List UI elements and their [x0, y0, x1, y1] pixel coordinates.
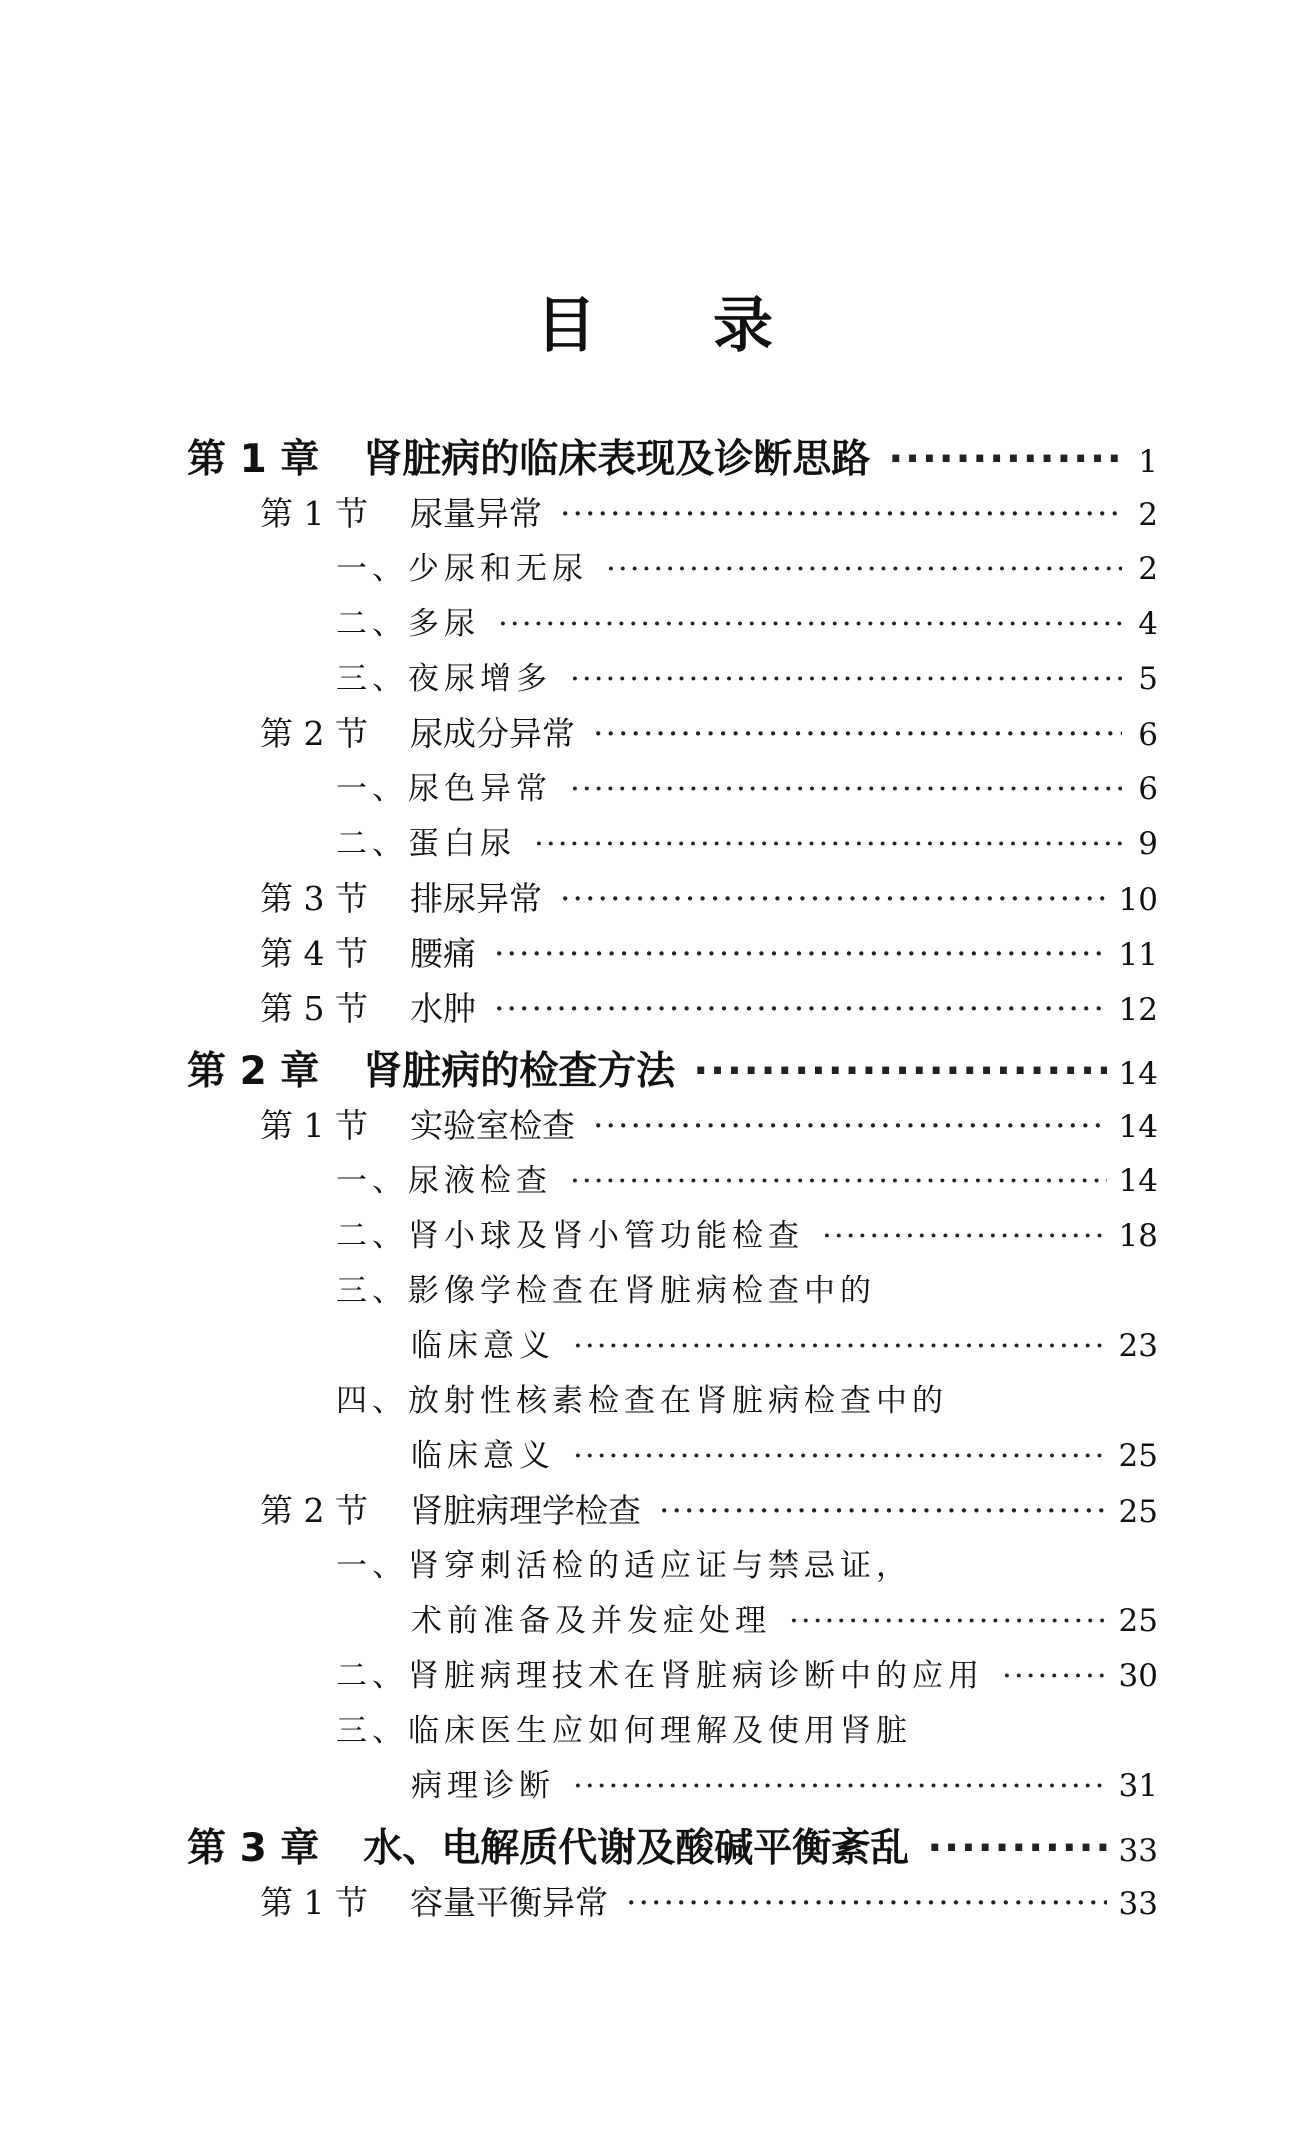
toc-entry-item-continuation[interactable]: [411, 1430, 1158, 1475]
section-number: 第 5 节: [260, 989, 368, 1028]
toc-entry-section[interactable]: [260, 928, 1158, 975]
section-number: 第 2 节: [260, 714, 368, 753]
section-number: 第 1 节: [260, 494, 368, 533]
leader-dots: [593, 1106, 1107, 1145]
leader-dots: [560, 494, 1122, 533]
leader-dots: [822, 1218, 1107, 1254]
chapter-number: 第 1 章: [187, 437, 320, 482]
page-number: 25: [1118, 1603, 1158, 1639]
section-number: 第 2 节: [260, 1491, 368, 1530]
item-title: 病理诊断: [411, 1768, 555, 1804]
item-title: 临床意义: [411, 1438, 555, 1474]
leader-dots: [494, 989, 1107, 1028]
toc-entry-section[interactable]: [260, 1485, 1158, 1532]
page-number: 14: [1118, 1163, 1158, 1199]
toc-entry-section[interactable]: [260, 1877, 1158, 1924]
section-number: 第 1 节: [260, 1106, 368, 1145]
page-number: 1: [1138, 444, 1158, 480]
leader-dots: [593, 714, 1122, 753]
page-number: 10: [1118, 882, 1158, 918]
chapter-title: 肾脏病的临床表现及诊断思路: [363, 437, 871, 482]
toc-entry-item[interactable]: [336, 1375, 1158, 1420]
title-char-1: 目: [536, 291, 598, 361]
title-char-2: 录: [713, 291, 775, 361]
page-number: 33: [1118, 1886, 1158, 1922]
item-title: 临床意义: [411, 1328, 555, 1364]
item-title: 一、少尿和无尿: [336, 551, 588, 587]
page-number: 25: [1118, 1438, 1158, 1474]
toc-entry-item[interactable]: [336, 653, 1158, 698]
toc-entry-item[interactable]: [336, 818, 1158, 863]
leader-dots: [606, 551, 1122, 587]
section-title: 实验室检查: [409, 1106, 575, 1145]
item-title: 三、影像学检查在肾脏病检查中的: [336, 1273, 876, 1309]
toc-entry-section[interactable]: [260, 1100, 1158, 1147]
leader-dots: [927, 1826, 1106, 1871]
page-number: 30: [1118, 1658, 1158, 1694]
section-title: 肾脏病理学检查: [409, 1491, 641, 1530]
section-number: 第 4 节: [260, 934, 368, 973]
toc-entry-item[interactable]: [336, 1155, 1158, 1200]
leader-dots: [534, 826, 1122, 862]
item-title: 二、多尿: [336, 606, 480, 642]
section-title: 尿量异常: [409, 494, 542, 533]
section-title: 容量平衡异常: [409, 1883, 608, 1922]
leader-dots: [498, 606, 1122, 642]
chapter-title: 肾脏病的检查方法: [363, 1049, 676, 1094]
leader-dots: [789, 1603, 1107, 1639]
toc-entry-chapter-2[interactable]: [187, 1040, 1158, 1096]
section-title: 水肿: [409, 989, 476, 1028]
toc-entry-item[interactable]: [336, 1265, 1158, 1310]
page-number: 25: [1118, 1494, 1158, 1530]
toc-entry-item[interactable]: [336, 763, 1158, 808]
page-number: 4: [1138, 606, 1158, 642]
page-number: 6: [1138, 717, 1158, 753]
item-title: 二、蛋白尿: [336, 826, 516, 862]
chapter-title: 水、电解质代谢及酸碱平衡紊乱: [363, 1826, 910, 1871]
leader-dots: [494, 934, 1107, 973]
leader-dots: [1002, 1658, 1107, 1694]
page-number: 5: [1138, 661, 1158, 697]
toc-entry-item[interactable]: [336, 1210, 1158, 1255]
page-number: 14: [1118, 1056, 1158, 1092]
toc-entry-item[interactable]: [336, 543, 1158, 588]
section-title: 尿成分异常: [409, 714, 575, 753]
toc-entry-item-continuation[interactable]: [411, 1595, 1158, 1640]
toc-entry-section[interactable]: [260, 983, 1158, 1030]
item-title: 术前准备及并发症处理: [411, 1603, 771, 1639]
item-title: 一、尿液检查: [336, 1163, 552, 1199]
item-title: 二、肾小球及肾小管功能检查: [336, 1218, 804, 1254]
page-number: 14: [1118, 1109, 1158, 1145]
page-number: 33: [1118, 1833, 1158, 1869]
leader-dots: [693, 1049, 1106, 1094]
leader-dots: [570, 661, 1122, 697]
toc-entry-section[interactable]: [260, 708, 1158, 755]
page-number: 23: [1118, 1328, 1158, 1364]
leader-dots: [888, 437, 1122, 482]
chapter-number: 第 2 章: [187, 1049, 320, 1094]
chapter-number: 第 3 章: [187, 1826, 320, 1871]
page-number: 2: [1138, 551, 1158, 587]
toc-entry-section[interactable]: [260, 873, 1158, 920]
toc-entry-section[interactable]: [260, 488, 1158, 535]
leader-dots: [573, 1768, 1107, 1804]
page-number: 18: [1118, 1218, 1158, 1254]
toc-entry-item[interactable]: [336, 1540, 1158, 1585]
toc-entry-item[interactable]: [336, 1705, 1158, 1750]
toc-entry-item[interactable]: [336, 598, 1158, 643]
item-title: 二、肾脏病理技术在肾脏病诊断中的应用: [336, 1658, 984, 1694]
section-title: 腰痛: [409, 934, 476, 973]
section-number: 第 1 节: [260, 1883, 368, 1922]
item-title: 一、尿色异常: [336, 771, 552, 807]
page-number: 12: [1118, 992, 1158, 1028]
toc-entry-item[interactable]: [336, 1650, 1158, 1695]
page-number: 2: [1138, 497, 1158, 533]
page-number: 9: [1138, 826, 1158, 862]
toc-entry-chapter-3[interactable]: [187, 1817, 1158, 1873]
item-title: 三、临床医生应如何理解及使用肾脏: [336, 1713, 912, 1749]
item-title: 一、肾穿刺活检的适应证与禁忌证，: [336, 1548, 912, 1584]
page-number: 11: [1118, 937, 1158, 973]
leader-dots: [659, 1491, 1107, 1530]
leader-dots: [626, 1883, 1107, 1922]
section-title: 排尿异常: [409, 879, 542, 918]
toc-entry-item-continuation[interactable]: [411, 1320, 1158, 1365]
leader-dots: [560, 879, 1107, 918]
toc-entry-chapter-1[interactable]: [187, 428, 1158, 484]
leader-dots: [570, 1163, 1107, 1199]
leader-dots: [570, 771, 1122, 807]
leader-dots: [573, 1438, 1107, 1474]
page-number: 6: [1138, 771, 1158, 807]
page-number: 31: [1118, 1768, 1158, 1804]
toc-title: [0, 278, 1311, 364]
item-title: 三、夜尿增多: [336, 661, 552, 697]
leader-dots: [573, 1328, 1107, 1364]
toc-entry-item-continuation[interactable]: [411, 1760, 1158, 1805]
item-title: 四、放射性核素检查在肾脏病检查中的: [336, 1383, 948, 1419]
section-number: 第 3 节: [260, 879, 368, 918]
